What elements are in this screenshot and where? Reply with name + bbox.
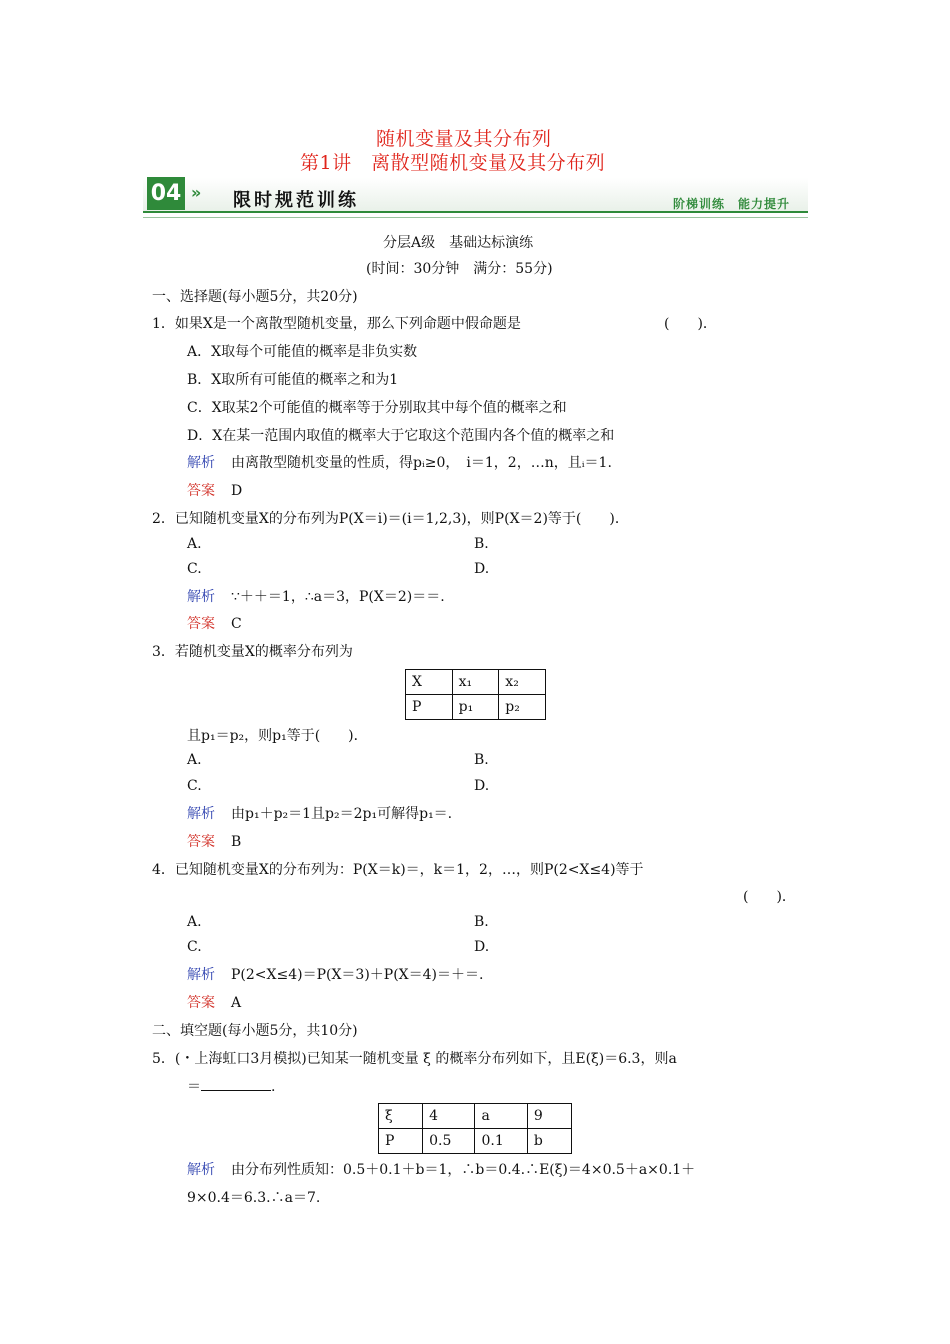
answer-label: 答案 — [187, 995, 215, 1011]
table-cell: 0.5 — [423, 1129, 475, 1154]
q2-option-c: C. — [187, 561, 202, 577]
time-info: (时间：30分钟 满分：55分) — [366, 261, 553, 277]
q2-answer — [187, 613, 242, 633]
q3-answer — [187, 831, 241, 851]
table-cell: ξ — [379, 1104, 423, 1129]
table-row — [406, 670, 546, 695]
analysis-label: 解析 — [187, 589, 215, 605]
double-chevron-icon: » — [191, 183, 202, 202]
table-cell: p₂ — [499, 695, 546, 720]
table-cell: b — [527, 1129, 571, 1154]
analysis-label: 解析 — [187, 806, 215, 822]
q3-analysis — [187, 803, 452, 823]
q5-distribution-table — [378, 1103, 572, 1154]
analysis-label: 解析 — [187, 967, 215, 983]
level-heading: 分层A级 基础达标演练 — [383, 235, 534, 251]
q4-option-b: B. — [474, 914, 489, 930]
table-cell: P — [406, 695, 453, 720]
q5-analysis — [187, 1159, 695, 1179]
q4-option-c: C. — [187, 939, 202, 955]
q2-analysis — [187, 586, 445, 606]
table-row — [379, 1129, 572, 1154]
q3-option-b: B. — [474, 752, 489, 768]
q5-analysis-text: 由分布列性质知：0.5＋0.1＋b＝1，∴b＝0.4.∴E(ξ)＝4×0.5＋a×0.1＋ — [231, 1162, 696, 1178]
q3-option-d: D. — [474, 778, 490, 794]
table-cell: p₁ — [452, 695, 499, 720]
q3-stem: 3．若随机变量X的概率分布列为 — [152, 644, 353, 660]
q2-option-b: B. — [474, 536, 489, 552]
q1-option-b: B．X取所有可能值的概率之和为1 — [187, 372, 399, 388]
q1-paren: ( )． — [664, 316, 717, 332]
q1-option-c: C．X取某2个可能值的概率等于分别取其中每个值的概率之和 — [187, 400, 567, 416]
answer-label: 答案 — [187, 483, 215, 499]
doc-title: 随机变量及其分布列 — [376, 128, 552, 150]
q3-condition: 且p₁＝p₂，则p₁等于( )． — [187, 728, 368, 744]
answer-label: 答案 — [187, 834, 215, 850]
q5-analysis-cont: 9×0.4＝6.3.∴a＝7. — [187, 1190, 321, 1206]
q4-paren: ( )． — [743, 889, 796, 905]
table-cell: X — [406, 670, 453, 695]
answer-label: 答案 — [187, 616, 215, 632]
q1-answer — [187, 480, 242, 500]
q2-option-d: D. — [474, 561, 490, 577]
q4-analysis-text: P(2<X≤4)＝P(X＝3)＋P(X＝4)＝＋＝. — [231, 967, 484, 983]
q1-analysis — [187, 452, 612, 472]
section-choice: 一、选择题(每小题5分，共20分) — [152, 289, 358, 305]
q3-answer-text: B — [231, 834, 242, 850]
q5-blank — [201, 1078, 271, 1091]
banner-number: 04 — [147, 177, 185, 210]
q2-option-a: A. — [187, 536, 202, 552]
q4-analysis — [187, 964, 483, 984]
q1-analysis-text: 由离散型随机变量的性质，得pᵢ≥0， i＝1，2，…n，且ᵢ＝1. — [231, 455, 612, 471]
q2-analysis-text: ∵＋＋＝1，∴a＝3，P(X＝2)＝＝. — [231, 589, 445, 605]
q4-answer — [187, 992, 241, 1012]
analysis-label: 解析 — [187, 455, 215, 471]
q5-stem-cont — [187, 1076, 275, 1096]
banner-title: 限时规范训练 — [233, 190, 359, 211]
banner-rule — [143, 217, 808, 218]
section-banner — [143, 175, 808, 219]
q3-option-c: C. — [187, 778, 202, 794]
table-cell: P — [379, 1129, 423, 1154]
q4-option-a: A. — [187, 914, 202, 930]
section-fill: 二、填空题(每小题5分，共10分) — [152, 1023, 358, 1039]
q3-option-a: A. — [187, 752, 202, 768]
q2-stem: 2．已知随机变量X的分布列为P(X＝i)＝(i＝1,2,3)，则P(X＝2)等于( )． — [152, 511, 629, 527]
q5-period: . — [271, 1079, 276, 1095]
q1-option-a: A．X取每个可能值的概率是非负实数 — [187, 344, 418, 360]
q5-equals: ＝ — [187, 1079, 201, 1095]
q3-analysis-text: 由p₁＋p₂＝1且p₂＝2p₁可解得p₁＝. — [231, 806, 453, 822]
table-cell: x₁ — [452, 670, 499, 695]
table-cell: 4 — [423, 1104, 475, 1129]
table-cell: 0.1 — [475, 1129, 527, 1154]
q1-option-d: D．X在某一范围内取值的概率大于它取这个范围内各个值的概率之和 — [187, 428, 615, 444]
q5-stem: 5．(・上海虹口3月模拟)已知某一随机变量 ξ 的概率分布列如下，且E(ξ)＝6.3，则a — [152, 1051, 677, 1067]
table-cell: a — [475, 1104, 527, 1129]
analysis-label: 解析 — [187, 1162, 215, 1178]
q1-stem: 1．如果X是一个离散型随机变量，那么下列命题中假命题是 — [152, 316, 521, 332]
table-row — [406, 695, 546, 720]
lecture-title: 第1讲 离散型随机变量及其分布列 — [300, 152, 606, 174]
q1-answer-text: D — [231, 483, 243, 499]
table-cell: 9 — [527, 1104, 571, 1129]
banner-subtitle: 阶梯训练 能力提升 — [672, 197, 790, 211]
q2-answer-text: C — [231, 616, 242, 632]
table-row — [379, 1104, 572, 1129]
q3-distribution-table — [405, 669, 546, 720]
q4-stem: 4．已知随机变量X的分布列为：P(X＝k)＝，k＝1，2，…，则P(2<X≤4)等于 — [152, 862, 644, 878]
table-cell: x₂ — [499, 670, 546, 695]
q4-answer-text: A — [231, 995, 242, 1011]
q4-option-d: D. — [474, 939, 490, 955]
